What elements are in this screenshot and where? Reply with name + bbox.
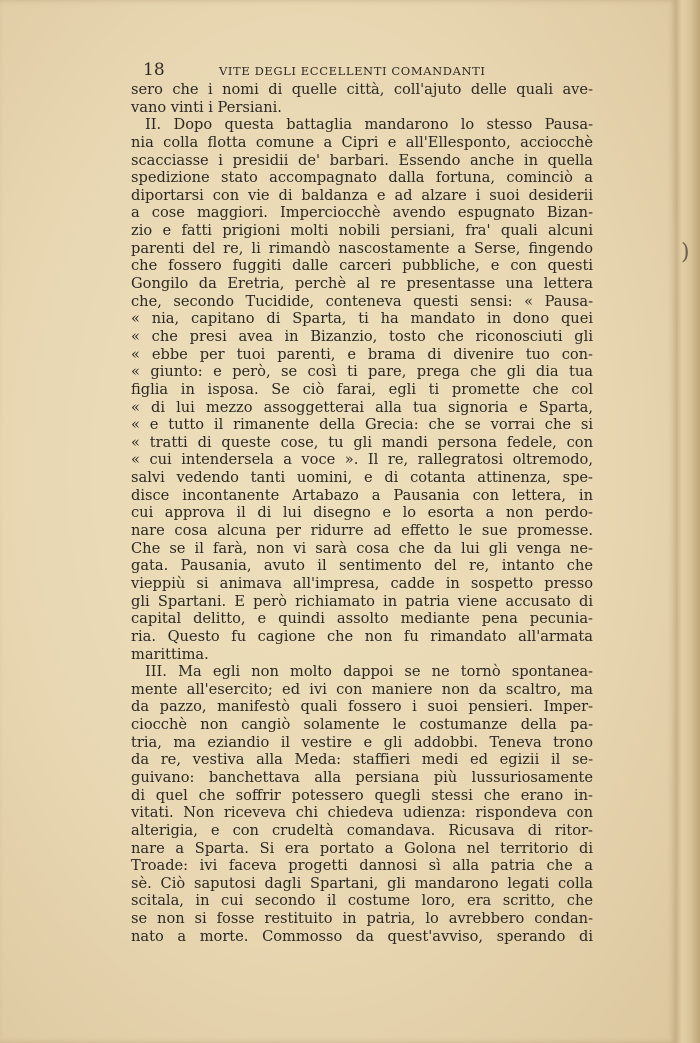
text-line: mente all'esercito; ed ivi con maniere non da scaltro, ma: [131, 680, 593, 698]
text-line: guivano: banchettava alla persiana più lussuriosamente: [131, 768, 593, 786]
text-line: « cui intendersela a voce ». Il re, rallegratosi oltremodo,: [131, 451, 593, 469]
text-line: alterigia, e con crudeltà comandava. Ricusava di ritor-: [131, 821, 593, 839]
text-line: « ebbe per tuoi parenti, e brama di divenire tuo con-: [131, 345, 593, 363]
text-line: tria, ma eziandio il vestire e gli addobbi. Teneva trono: [131, 733, 593, 751]
text-line: figlia in isposa. Se ciò farai, egli ti promette che col: [131, 380, 593, 398]
text-line: nare a Sparta. Si era portato a Golona nel territorio di: [131, 839, 593, 857]
text-line: « giunto: e però, se così ti pare, prega che gli dia tua: [131, 363, 593, 381]
text-line: II. Dopo questa battaglia mandarono lo stesso Pausa-: [145, 116, 593, 134]
text-line: nato a morte. Commosso da quest'avviso, sperando di: [131, 927, 593, 945]
text-line: parenti del re, li rimandò nascostamente a Serse, fingendo: [131, 239, 593, 257]
text-line: spedizione stato accompagnato dalla fortuna, cominciò a: [131, 169, 593, 187]
running-title: VITE DEGLI ECCELLENTI COMANDANTI: [219, 64, 486, 78]
text-line: vieppiù si animava all'impresa, cadde in sospetto presso: [131, 574, 593, 592]
text-line: di quel che soffrir potessero quegli stessi che erano in-: [131, 786, 593, 804]
text-line: « tratti di queste cose, tu gli mandi persona fedele, con: [131, 433, 593, 451]
body-text: [131, 81, 593, 945]
text-line: cui approva il di lui disegno e lo esorta a non perdo-: [131, 504, 593, 522]
text-line: « che presi avea in Bizanzio, tosto che riconosciuti gli: [131, 327, 593, 345]
text-line: ciocchè non cangiò solamente le costumanze della pa-: [131, 716, 593, 734]
text-line: a cose maggiori. Imperciocchè avendo espugnato Bizan-: [131, 204, 593, 222]
text-line: che, secondo Tucidide, conteneva questi sensi: « Pausa-: [131, 292, 593, 310]
text-line: marittima.: [131, 645, 209, 663]
text-line: scacciasse i presidii de' barbari. Essendo anche in quella: [131, 151, 593, 169]
text-line: diportarsi con vie di baldanza e ad alzare i suoi desiderii: [131, 186, 593, 204]
text-line: nare cosa alcuna per ridurre ad effetto le sue promesse.: [131, 522, 593, 540]
text-line: scitala, in cui secondo il costume loro, era scritto, che: [131, 892, 593, 910]
page-header: [143, 60, 598, 82]
text-line: gata. Pausania, avuto il sentimento del re, intanto che: [131, 557, 593, 575]
text-line: « nia, capitano di Sparta, ti ha mandato in dono quei: [131, 310, 593, 328]
text-line: gli Spartani. E però richiamato in patria viene accusato di: [131, 592, 593, 610]
text-line: Troade: ivi faceva progetti dannosi sì alla patria che a: [131, 857, 593, 875]
text-line: sero che i nomi di quelle città, coll'ajuto delle quali ave-: [131, 81, 593, 98]
text-line: salvi vedendo tanti uomini, e di cotanta attinenza, spe-: [131, 469, 593, 487]
text-line: sè. Ciò saputosi dagli Spartani, gli mandarono legati colla: [131, 874, 593, 892]
edge-mark-icon: ): [681, 240, 690, 265]
text-line: da pazzo, manifestò quali fossero i suoi pensieri. Imper-: [131, 698, 593, 716]
text-line: nia colla flotta comune a Cipri e all'Ellesponto, acciocchè: [131, 133, 593, 151]
text-line: disce incontanente Artabazo a Pausania con lettera, in: [131, 486, 593, 504]
text-line: « di lui mezzo assoggetterai alla tua signoria e Sparta,: [131, 398, 593, 416]
text-line: zio e fatti prigioni molti nobili persiani, fra' quali alcuni: [131, 222, 593, 240]
text-line: da re, vestiva alla Meda: staffieri medi ed egizii il se-: [131, 751, 593, 769]
text-line: capital delitto, e quindi assolto mediante pena pecunia-: [131, 610, 593, 628]
text-line: vano vinti i Persiani.: [131, 98, 282, 116]
text-line: che fossero fuggiti dalle carceri pubbliche, e con questi: [131, 257, 593, 275]
text-line: III. Ma egli non molto dappoi se ne tornò spontanea-: [145, 663, 593, 681]
text-line: ria. Questo fu cagione che non fu rimandato all'armata: [131, 627, 593, 645]
page-number: 18: [143, 60, 165, 80]
text-line: Che se il farà, non vi sarà cosa che da lui gli venga ne-: [131, 539, 593, 557]
text-line: se non si fosse restituito in patria, lo avrebbero condan-: [131, 910, 593, 928]
text-line: « e tutto il rimanente della Grecia: che se vorrai che si: [131, 416, 593, 434]
text-line: vitati. Non riceveva chi chiedeva udienza: rispondeva con: [131, 804, 593, 822]
next-page-edge: [676, 0, 700, 1043]
text-line: Gongilo da Eretria, perchè al re presentasse una lettera: [131, 275, 593, 293]
